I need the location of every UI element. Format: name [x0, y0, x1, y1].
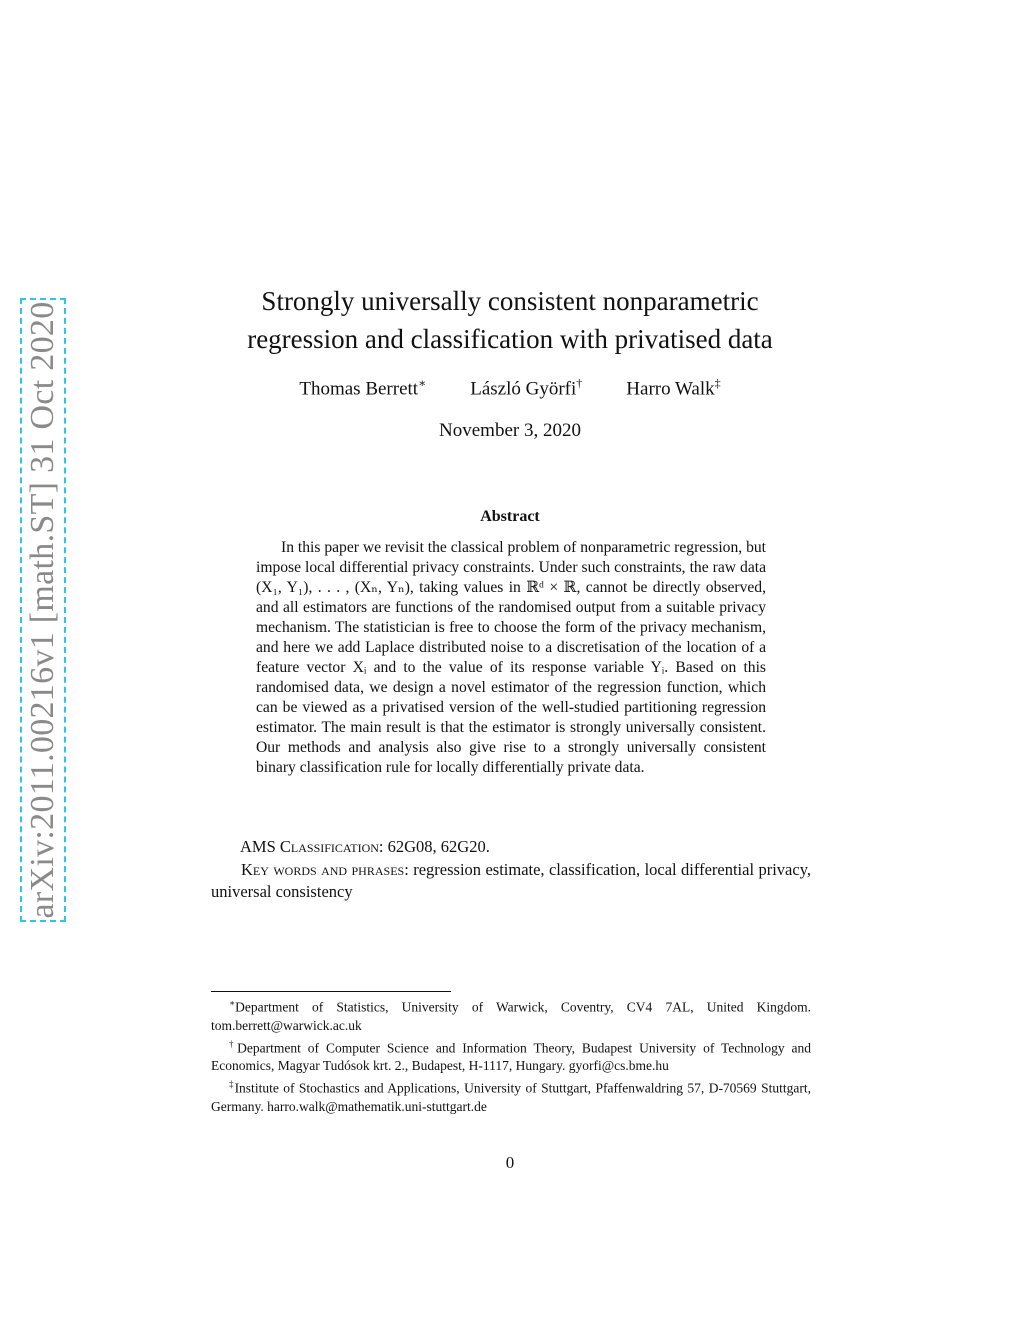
title-line-1: Strongly universally consistent nonparametric [261, 286, 759, 316]
footnote-divider [211, 991, 451, 992]
footnote-berrett: ∗Department of Statistics, University of Warwick, Coventry, CV4 7AL, United Kingdom. tom.berrett@warwick.ac.uk [211, 998, 811, 1033]
title-line-2: regression and classification with privatised data [247, 324, 773, 354]
publication-date: November 3, 2020 [439, 420, 581, 441]
author-walk: Harro Walk‡ [626, 376, 721, 400]
keywords-list: : regression estimate, classification, local differential privacy, universal consistency [211, 860, 811, 901]
arxiv-identifier[interactable]: arXiv:2011.00216v1 [math.ST] 31 Oct 2020 [24, 301, 61, 919]
footnote-gyorfi: †Department of Computer Science and Information Theory, Budapest University of Technology and Economics, Magyar Tudósok krt. 2., Budapest, H-1117, Hungary. gyorfi@cs.bme.hu [211, 1038, 812, 1073]
author-gyorfi: László Györfi† [470, 376, 583, 400]
keywords [211, 859, 811, 903]
author-list [180, 376, 840, 400]
page-number: 0 [505, 1153, 515, 1172]
ams-label: AMS Classification [240, 837, 379, 856]
abstract-body: In this paper we revisit the classical problem of nonparametric regression, but impose local differential privacy constraints. Under such constraints, the raw data (X₁, Y₁), . . . , (Xₙ, Yₙ), taking values in ℝᵈ × ℝ, cannot be directly observed, and all estimators are functions of the randomised output from a suitable privacy mechanism. The statistician is free to choose the form of the privacy mechanism, and here we add Laplace distributed noise to a discretisation of the location of a feature vector Xᵢ and to the value of its response variable Yᵢ. Based on this randomised data, we design a novel estimator of the regression function, which can be viewed as a privatised version of the well-studied partitioning regression estimator. The main result is that the estimator is strongly universally consistent. Our methods and analysis also give rise to a strongly universally consistent binary classification rule for locally differentially private data. [256, 539, 766, 776]
ams-classification [240, 837, 820, 857]
abstract-heading: Abstract [480, 508, 540, 525]
footnotes [211, 994, 811, 1116]
author-berrett: Thomas Berrett∗ [299, 376, 427, 400]
footnote-walk: ‡Institute of Stochastics and Applications, University of Stuttgart, Pfaffenwaldring 57, D-70569 Stuttgart, Germany. harro.walk@mathematik.uni-stuttgart.de [211, 1079, 811, 1114]
ams-codes: : 62G08, 62G20. [378, 837, 490, 856]
paper-title [180, 282, 840, 358]
keywords-label: Key words and phrases [241, 860, 405, 879]
